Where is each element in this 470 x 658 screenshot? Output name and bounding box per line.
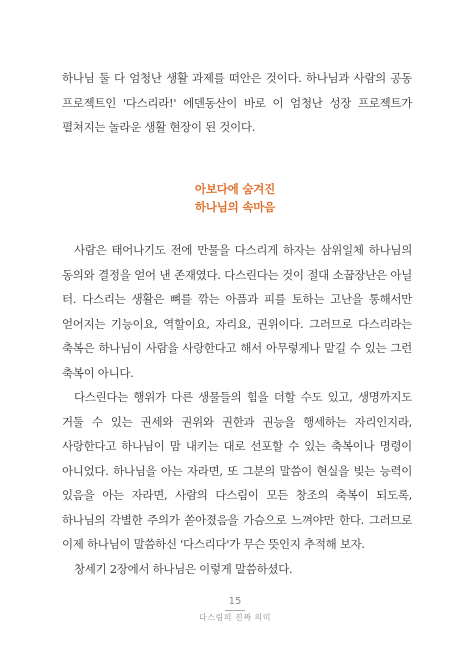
section-heading [0, 180, 470, 216]
intro-paragraph: 하나님 둘 다 엄청난 생활 과제를 떠안은 것이다. 하나님과 사람의 공동 프로젝트인 '다스리라!' 에덴동산이 바로 이 엄청난 성장 프로젝트가 펼쳐지는 놀라운 생활 현장이 된 것이다. [62, 71, 412, 134]
section-heading-line2: 하나님의 속마음 [194, 200, 276, 214]
body-paragraph: 창세기 2장에서 하나님은 이렇게 말씀하셨다. [74, 561, 293, 576]
body-text [62, 238, 412, 581]
footer-divider [225, 610, 245, 611]
page-footer [0, 596, 470, 623]
section-heading-line1: 아보다에 숨겨진 [194, 182, 276, 196]
page-number: 15 [228, 596, 242, 607]
running-title: 다스림의 진짜 의미 [199, 613, 271, 622]
body-paragraph: 사람은 태어나기도 전에 만물을 다스리게 하자는 삼위일체 하나님의 동의와 결정을 얻어 낸 존재였다. 다스린다는 것이 절대 소꿉장난은 아닐 터. 다스리는 생활은 뼈를 깎는 아픔과 피를 토하는 고난을 통해서만 얻어지는 기능이요, 역할이요, 자리요, 권위이다. 그러므로 다스리라는 축복은 하나님이 사람을 사랑한다고 해서 아무렇게나 맡길 수 있는 그런 축복이 아니다. [62, 243, 412, 380]
body-paragraph: 다스린다는 행위가 다른 생물들의 힘을 더할 수도 있고, 생명까지도 거둘 수 있는 권세와 권위와 권한과 권능을 행세하는 자리인지라, 사랑한다고 하나님이 맘 내키는 대로 선포할 수 있는 축복이나 명령이 아니었다. 하나님을 아는 자라면, 또 그분의 말씀이 현실을 빚는 능력이 있음을 아는 자라면, 사람의 다스림이 모든 창조의 축복이 되도록, 하나님의 각별한 주의가 쏟아졌음을 가슴으로 느껴야만 한다. 그러므로 이제 하나님이 말씀하신 '다스리다'가 무슨 뜻인지 추적해 보자. [62, 390, 412, 551]
